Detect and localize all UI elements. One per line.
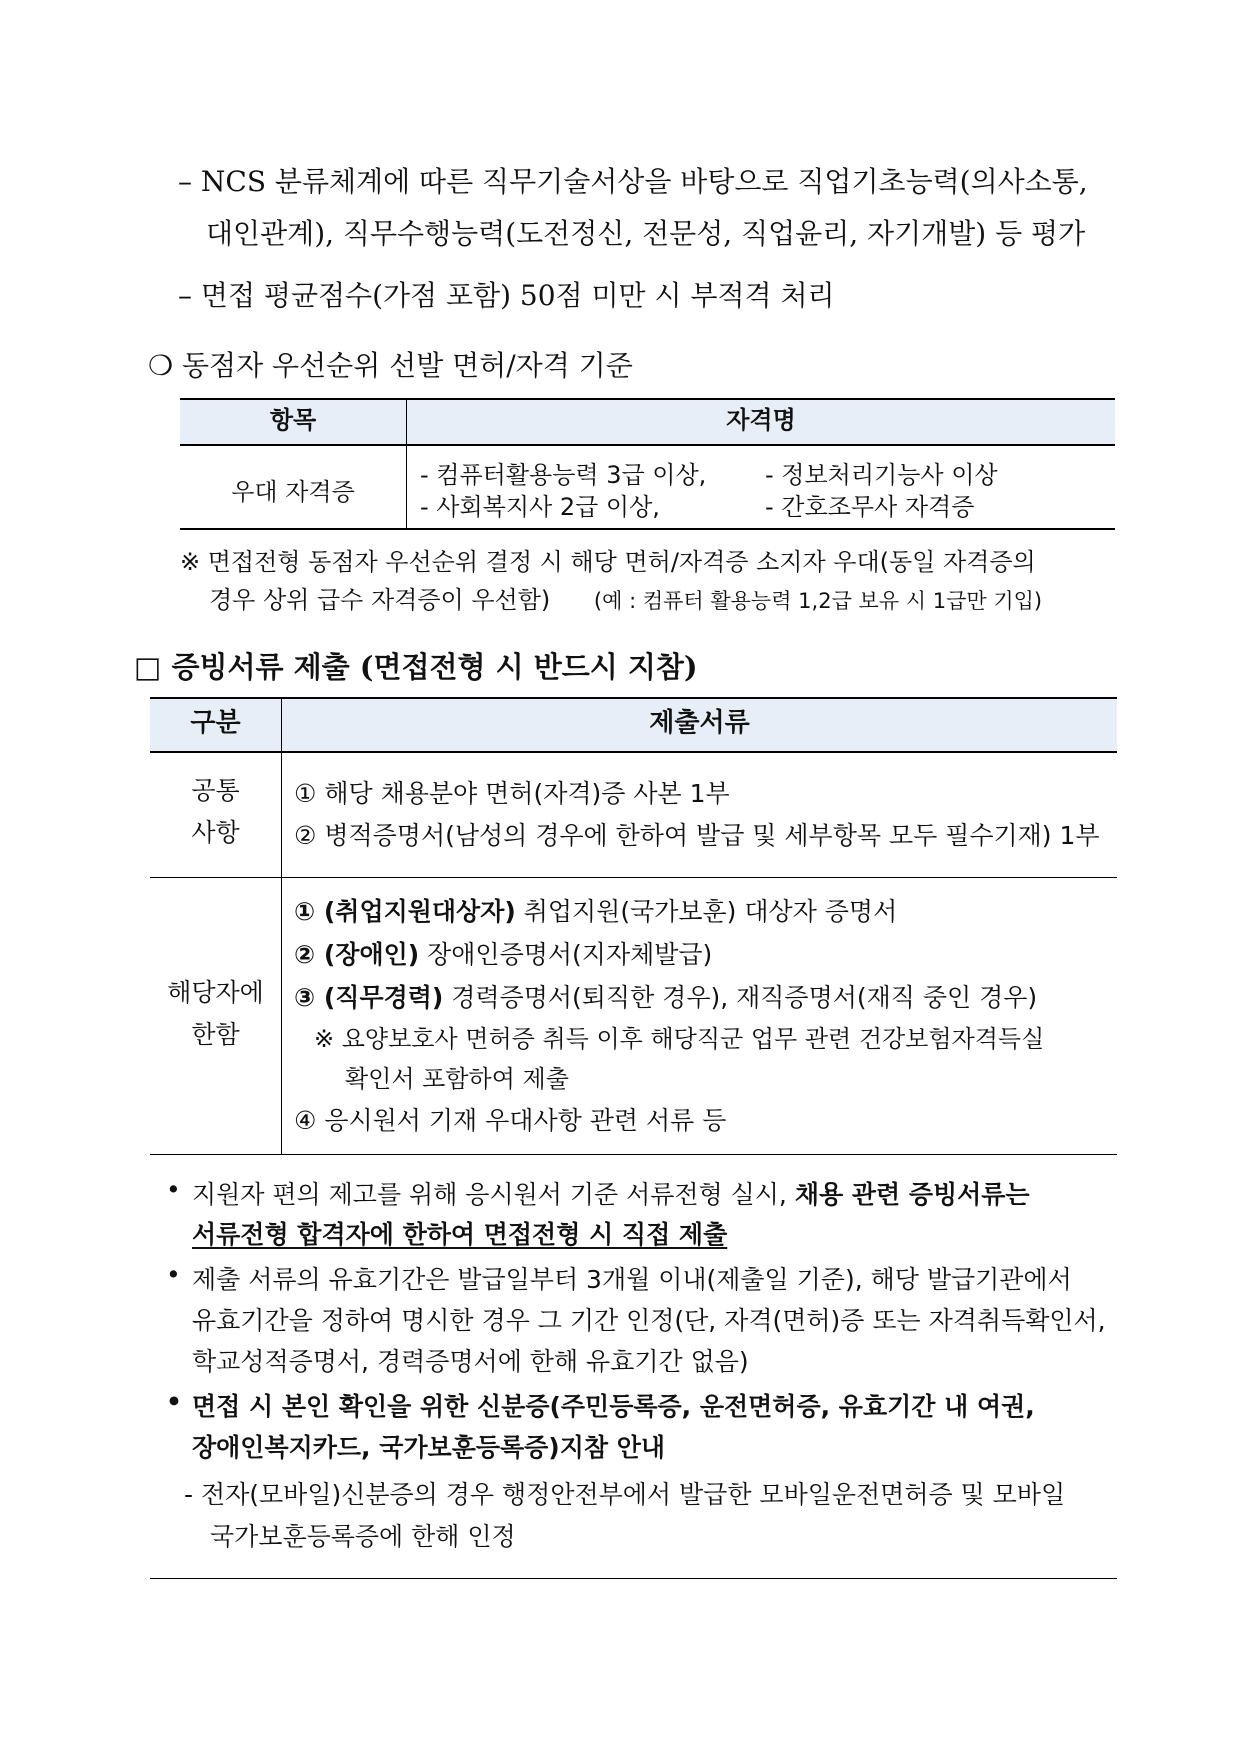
qualification-item: - 간호조무사 자격증	[765, 493, 975, 521]
applicable-doc-2	[294, 935, 712, 971]
bullet-dot: •	[166, 1175, 181, 1204]
row-label-common-2: 사항	[191, 818, 240, 847]
column-divider	[281, 697, 282, 1155]
intro-line-2: 대인관계), 직무수행능력(도전정신, 전문성, 직업윤리, 자기개발) 등 평가	[206, 217, 1086, 250]
bullet-dot: •	[166, 1387, 182, 1416]
bullet-3-line-2: 장애인복지카드, 국가보훈등록증)지참 안내	[192, 1433, 666, 1462]
applicable-doc-1-text: 취업지원(국가보훈) 대상자 증명서	[515, 897, 898, 926]
qualification-item: - 사회복지사 2급 이상,	[420, 493, 660, 521]
sub-bullet-line-1: - 전자(모바일)신분증의 경우 행정안전부에서 발급한 모바일운전면허증 및 모바일	[184, 1480, 1066, 1509]
header-item: 항목	[269, 406, 317, 434]
row-label-applicable-1: 해당자에	[167, 978, 264, 1007]
docs-section-heading: □ 증빙서류 제출 (면접전형 시 반드시 지참)	[134, 650, 698, 684]
bullet-1-line-1	[192, 1175, 1030, 1211]
bullet-1-bold: 채용 관련 증빙서류는	[794, 1180, 1030, 1209]
intro-line-3: – 면접 평균점수(가점 포함) 50점 미만 시 부적격 처리	[178, 279, 835, 312]
header-divider	[150, 752, 1117, 753]
common-doc-1: ① 해당 채용분야 면허(자격)증 사본 1부	[294, 779, 730, 808]
bullet-1-text: 지원자 편의 제고를 위해 응시원서 기준 서류전형 실시,	[192, 1180, 795, 1209]
intro-line-1: – NCS 분류체계에 따른 직무기술서상을 바탕으로 직업기초능력(의사소통,	[178, 165, 1088, 198]
row-divider	[150, 877, 1117, 878]
table-bottom-border	[150, 1154, 1117, 1155]
bullet-dot: •	[166, 1260, 181, 1289]
bottom-rule	[150, 1578, 1117, 1579]
header-qualification: 자격명	[726, 406, 796, 434]
applicable-doc-2-label: ② (장애인)	[294, 940, 420, 969]
documents-table	[150, 697, 1117, 1155]
applicable-doc-3-text: 경력증명서(퇴직한 경우), 재직증명서(재직 중인 경우)	[443, 983, 1038, 1012]
applicable-doc-3	[294, 978, 1037, 1014]
bullet-2-line-1: 제출 서류의 유효기간은 발급일부터 3개월 이내(제출일 기준), 해당 발급기관에서	[192, 1265, 1072, 1294]
tie-note-line-2	[209, 580, 1042, 615]
applicable-doc-1-label: ① (취업지원대상자)	[294, 897, 516, 926]
applicable-doc-4: ④ 응시원서 기재 우대사항 관련 서류 등	[294, 1106, 727, 1135]
applicable-doc-1	[294, 892, 897, 928]
row-label-common-1: 공통	[191, 776, 240, 805]
table-bottom-border	[180, 528, 1115, 530]
sub-bullet-line-2: 국가보훈등록증에 한해 인정	[210, 1522, 516, 1551]
row-label-preferred: 우대 자격증	[231, 478, 355, 506]
tie-note-text: 경우 상위 급수 자격증이 우선함)	[209, 586, 551, 614]
applicable-doc-2-text: 장애인증명서(지자체발급)	[419, 940, 713, 969]
row-label-applicable-2: 한함	[191, 1020, 240, 1049]
bullet-3-line-1: 면접 시 본인 확인을 위한 신분증(주민등록증, 운전면허증, 유효기간 내 여권,	[192, 1392, 1035, 1421]
row-label-common	[150, 770, 281, 854]
bullet-1-line-2: 서류전형 합격자에 한하여 면접전형 시 직접 제출	[192, 1220, 728, 1249]
bullet-2-line-2: 유효기간을 정하여 명시한 경우 그 기간 인정(단, 자격(면허)증 또는 자격취득확인서,	[192, 1306, 1106, 1335]
applicable-doc-3-note-1: ※ 요양보호사 면허증 취득 이후 해당직군 업무 관련 건강보험자격득실	[314, 1025, 1045, 1053]
common-doc-2: ② 병적증명서(남성의 경우에 한하여 발급 및 세부항목 모두 필수기재) 1부	[294, 821, 1100, 850]
applicable-doc-3-note-2: 확인서 포함하여 제출	[345, 1065, 569, 1093]
header-divider	[180, 445, 1115, 446]
applicable-doc-3-label: ③ (직무경력)	[294, 983, 444, 1012]
header-category: 구분	[190, 708, 241, 738]
qualification-item: - 컴퓨터활용능력 3급 이상,	[420, 461, 707, 489]
qualification-item: - 정보처리기능사 이상	[765, 461, 998, 489]
bullet-2-line-3: 학교성적증명서, 경력증명서에 한해 유효기간 없음)	[192, 1347, 749, 1376]
tie-note-line-1: ※ 면접전형 동점자 우선순위 결정 시 해당 면허/자격증 소지자 우대(동일 자격증의	[180, 548, 1036, 576]
row-label-applicable	[150, 972, 281, 1056]
header-documents: 제출서류	[649, 708, 750, 738]
tie-note-example: (예 : 컴퓨터 활용능력 1,2급 보유 시 1급만 기입)	[593, 589, 1043, 613]
tie-criteria-table	[180, 398, 1115, 528]
tie-section-heading: ❍ 동점자 우선순위 선발 면허/자격 기준	[148, 349, 633, 382]
